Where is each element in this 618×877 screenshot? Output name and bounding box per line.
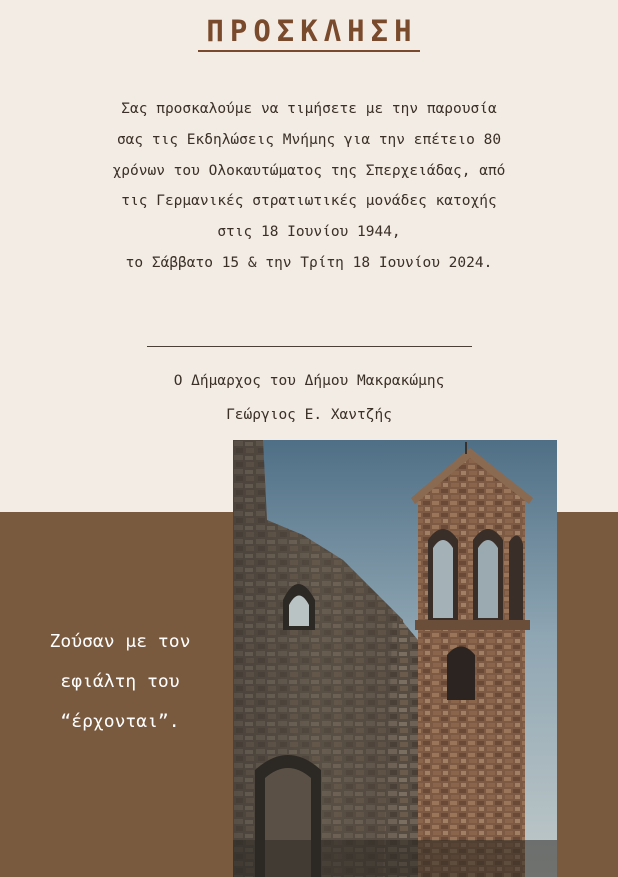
church-ruins-photo [233, 440, 557, 877]
body-line: τις Γερμανικές στρατιωτικές μονάδες κατοχής [121, 193, 497, 210]
invitation-body [40, 94, 578, 279]
signature-divider [147, 346, 472, 347]
body-line: σας τις Εκδηλώσεις Μνήμης για την επέτειο 80 [116, 131, 502, 148]
quote-line: Ζούσαν με τον [49, 631, 191, 652]
signature-block [0, 364, 618, 432]
signature-role: Ο Δήμαρχος του Δήμου Μακρακώμης [173, 373, 445, 389]
body-line: χρόνων του Ολοκαυτώματος της Σπερχειάδας, από [112, 162, 506, 179]
body-line: το Σάββατο 15 & την Τρίτη 18 Ιουνίου 2024. [125, 254, 493, 271]
quote-line: εφιάλτη του [60, 671, 180, 692]
quote-text [20, 622, 220, 742]
invitation-title: ΠΡΟΣΚΛΗΣΗ [0, 14, 618, 52]
signature-name: Γεώργιος Ε. Χαντζής [226, 407, 392, 423]
quote-line: “έρχονται”. [60, 711, 180, 732]
body-line: στις 18 Ιουνίου 1944, [217, 224, 401, 241]
body-line: Σας προσκαλούμε να τιμήσετε με την παρουσία [121, 101, 497, 117]
